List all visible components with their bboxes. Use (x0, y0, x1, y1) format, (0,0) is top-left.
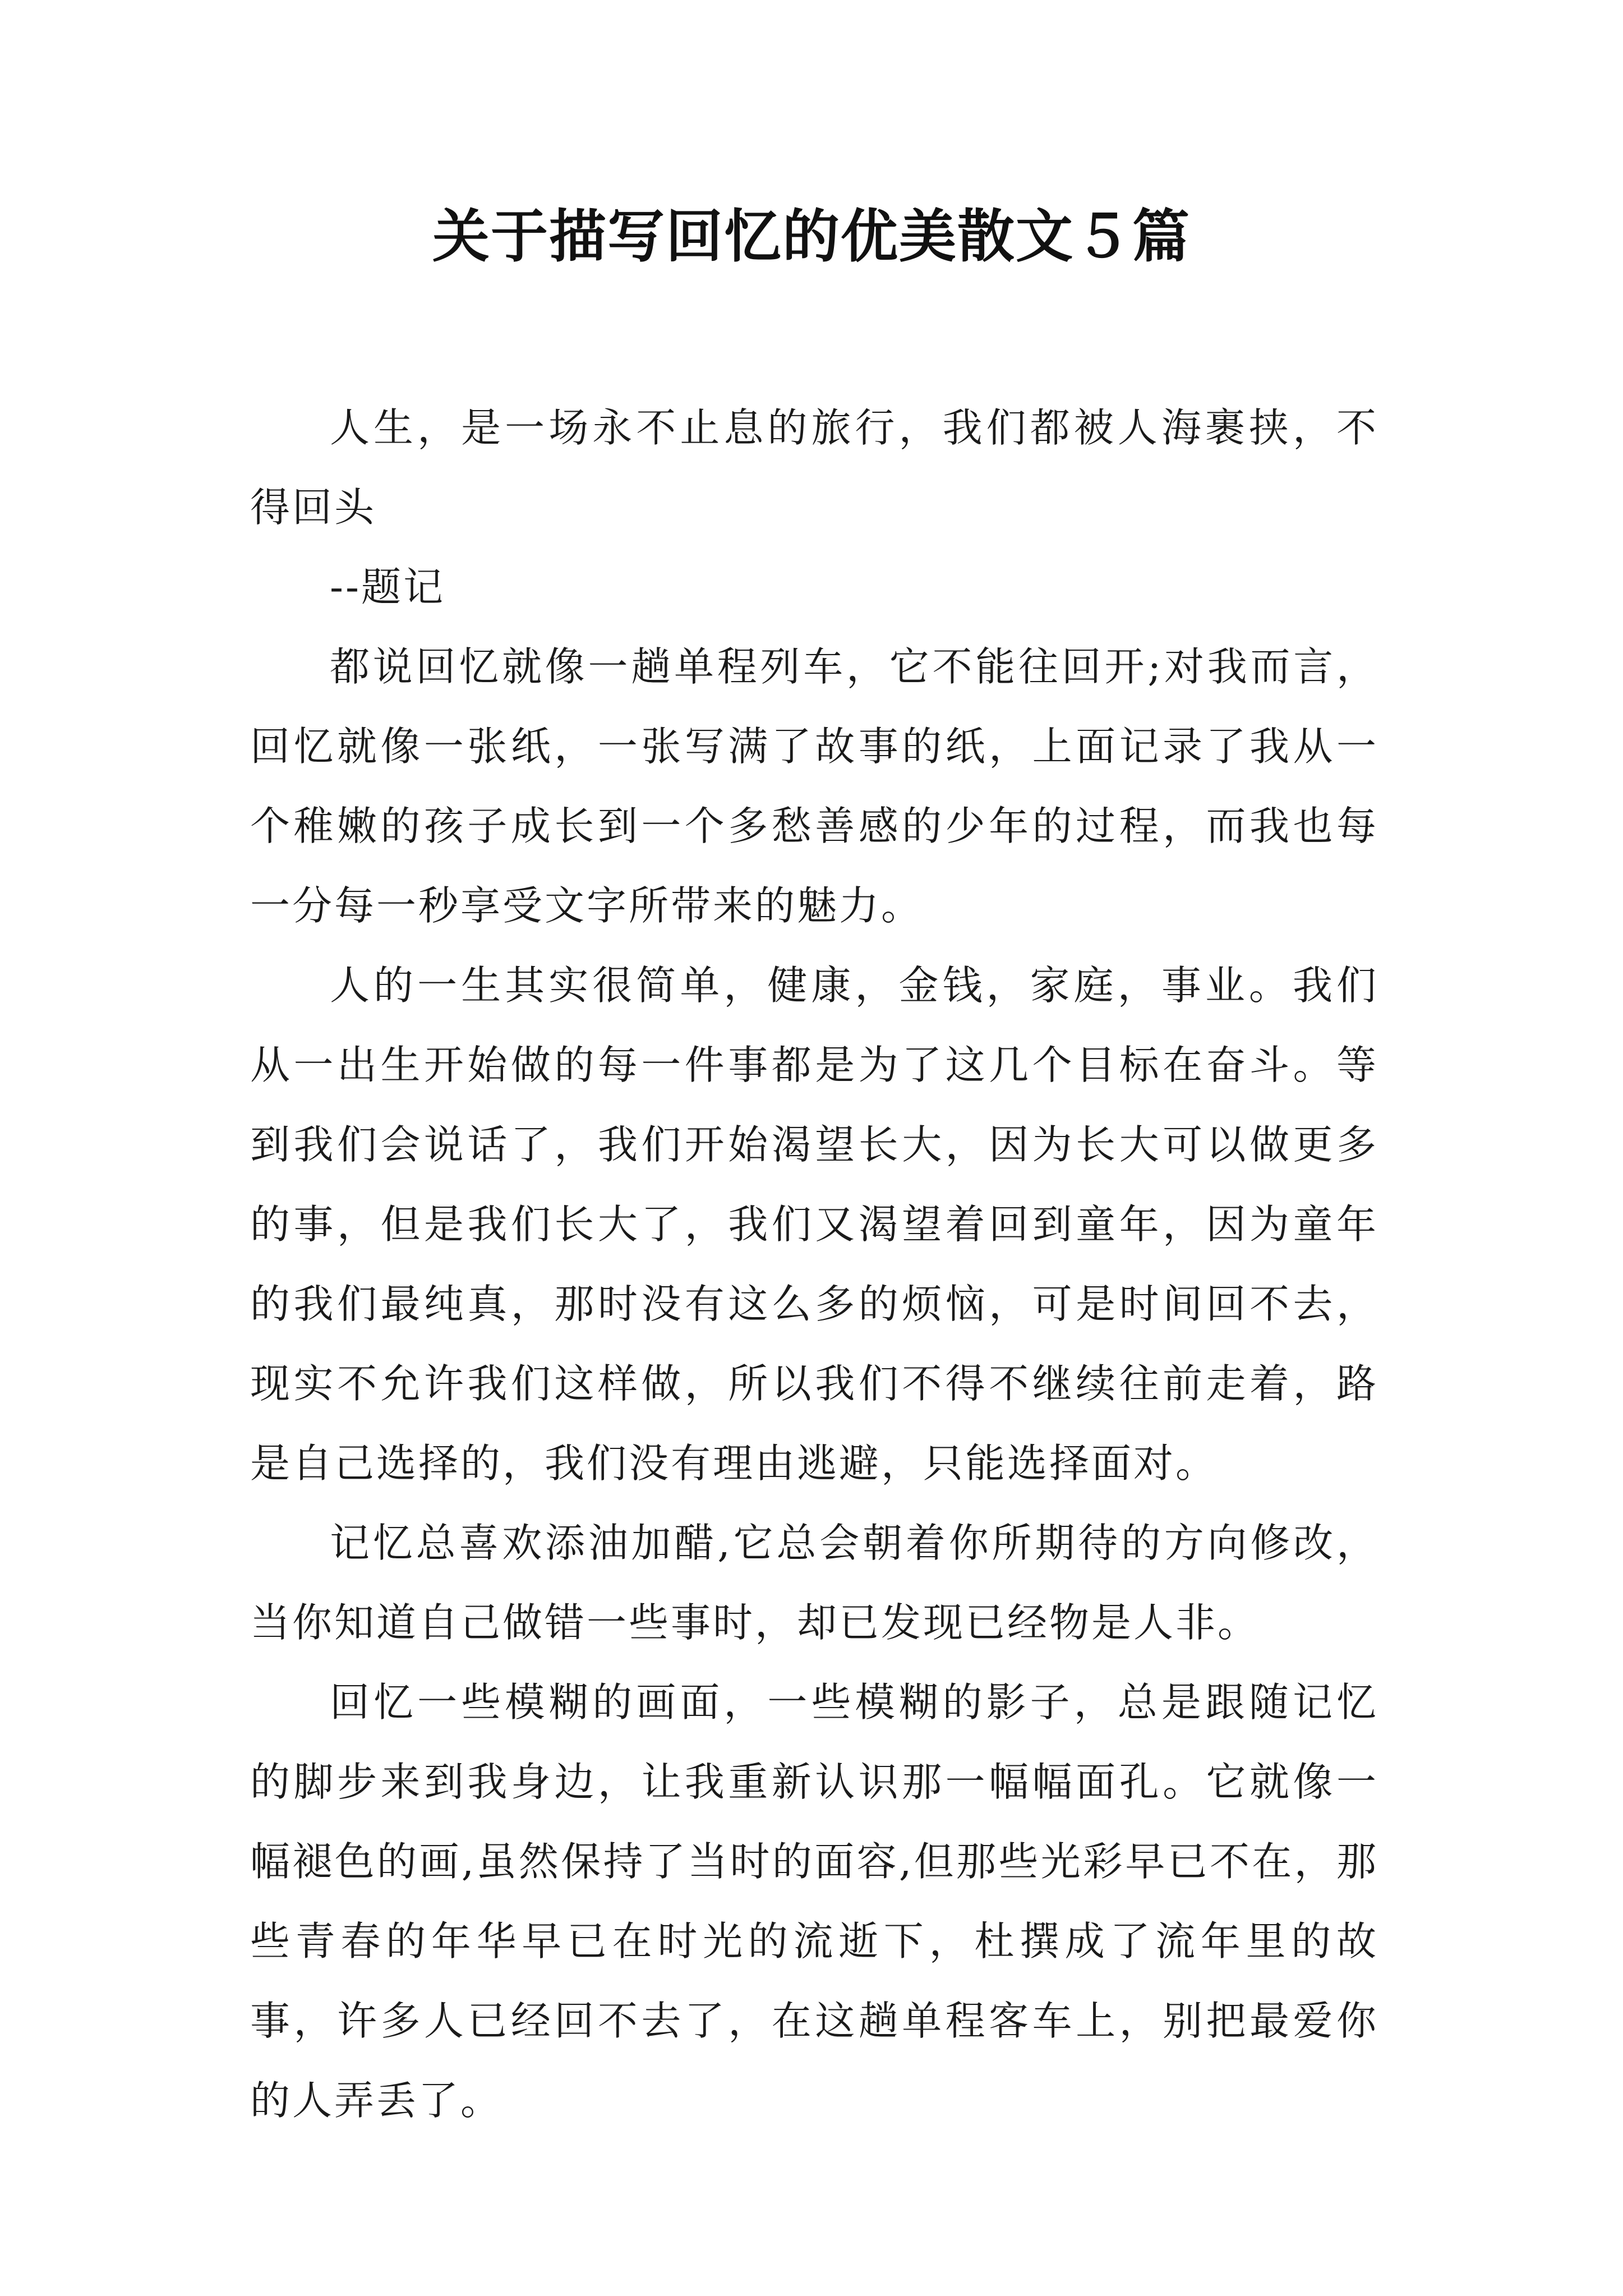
paragraph-1: 都说回忆就像一趟单程列车，它不能往回开;对我而言，回忆就像一张纸，一张写满了故事的纸，上面记录了我从一个稚嫩的孩子成长到一个多愁善感的少年的过程，而我也每一分每一秒享受文字所带来的魅力。 (250, 643, 1378, 929)
paragraph-opening: 人生，是一场永不止息的旅行，我们都被人海裹挟，不得回头 (250, 404, 1378, 531)
document-title: 关于描写回忆的优美散文５篇 (432, 203, 1191, 270)
document-body (250, 388, 1378, 2141)
paragraph-2: 人的一生其实很简单，健康，金钱，家庭，事业。我们从一出生开始做的每一件事都是为了这几个目标在奋斗。等到我们会说话了，我们开始渴望长大，因为长大可以做更多的事，但是我们长大了，我们又渴望着回到童年，因为童年的我们最纯真，那时没有这么多的烦恼，可是时间回不去，现实不允许我们这样做，所以我们不得不继续往前走着，路是自己选择的，我们没有理由逃避，只能选择面对。 (250, 962, 1378, 1487)
paragraph-epigraph: --题记 (330, 564, 445, 610)
paragraph-3: 记忆总喜欢添油加醋,它总会朝着你所期待的方向修改，当你知道自己做错一些事时，却已发现已经物是人非。 (250, 1520, 1378, 1646)
paragraph-4: 回忆一些模糊的画面，一些模糊的影子，总是跟随记忆的脚步来到我身边，让我重新认识那一幅幅面孔。它就像一幅褪色的画,虽然保持了当时的面容,但那些光彩早已不在，那些青春的年华早已在时光的流逝下，杜撰成了流年里的故事，许多人已经回不去了，在这趟单程客车上，别把最爱你的人弄丢了。 (250, 1679, 1378, 2124)
